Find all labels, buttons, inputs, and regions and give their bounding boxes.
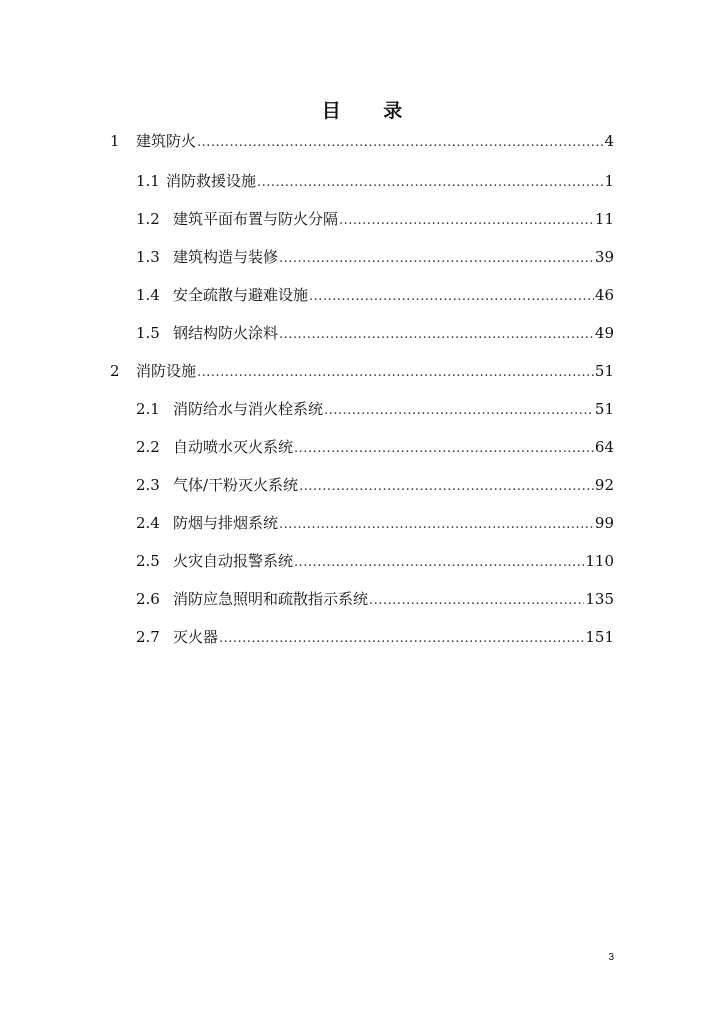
toc-entry-label: 气体/干粉灭火系统 [173, 476, 299, 494]
toc-entry-1-3[interactable] [136, 246, 614, 270]
toc-entry-label: 建筑平面布置与防火分隔 [173, 210, 339, 228]
toc-entry-1-1[interactable] [136, 170, 614, 194]
toc-entry-label: 自动喷水灭火系统 [173, 438, 294, 456]
toc-entry-page: 4 [604, 132, 614, 150]
toc-entry-2-5[interactable] [136, 550, 614, 574]
toc-entry-page: 110 [585, 552, 614, 570]
toc-entry-label: 火灾自动报警系统 [173, 552, 294, 570]
toc-entry-number: 1.1 [136, 172, 160, 190]
toc-entry-page: 46 [594, 286, 614, 304]
toc-entry-label: 消防设施 [136, 362, 197, 380]
toc-entry-number: 2.3 [136, 476, 160, 494]
dot-leader [294, 555, 584, 570]
toc-entry-page: 135 [585, 590, 614, 608]
toc-entry-2-4[interactable] [136, 512, 614, 536]
toc-entry-number: 1.5 [136, 324, 160, 342]
toc-entry-1-5[interactable] [136, 322, 614, 346]
toc-entry-page: 1 [604, 172, 614, 190]
dot-leader [257, 175, 603, 190]
toc-entry-2-1[interactable] [136, 398, 614, 422]
dot-leader [197, 365, 594, 380]
toc-entry-number: 2 [110, 362, 120, 380]
dot-leader [309, 289, 594, 304]
page-number: 3 [608, 952, 614, 963]
toc-entry-number: 2.5 [136, 552, 160, 570]
toc-entry-1-2[interactable] [136, 208, 614, 232]
dot-leader [279, 327, 594, 342]
toc-entry-number: 1 [110, 132, 120, 150]
toc-entry-number: 2.1 [136, 400, 160, 418]
toc-entry-page: 92 [594, 476, 614, 494]
toc-entry-label: 建筑防火 [136, 132, 197, 150]
toc-entry-2-2[interactable] [136, 436, 614, 460]
toc-entry-label: 建筑构造与装修 [173, 248, 279, 266]
toc-entry-2-7[interactable] [136, 626, 614, 650]
toc-entry-number: 1.2 [136, 210, 160, 228]
dot-leader [219, 631, 584, 646]
toc-entry-label: 消防救援设施 [166, 172, 257, 190]
toc-entry-number: 2.6 [136, 590, 160, 608]
toc-entry-label: 钢结构防火涂料 [173, 324, 279, 342]
dot-leader [324, 403, 594, 418]
dot-leader [369, 593, 584, 608]
dot-leader [197, 135, 603, 150]
toc-entry-number: 1.4 [136, 286, 160, 304]
toc-entry-page: 51 [594, 362, 614, 380]
page-title: 目 录 [321, 100, 421, 122]
toc-entry-page: 51 [594, 400, 614, 418]
toc-entry-page: 11 [594, 210, 614, 228]
toc-entry-label: 消防应急照明和疏散指示系统 [173, 590, 369, 608]
toc-entry-2[interactable] [110, 360, 614, 384]
toc-entry-1[interactable] [110, 130, 614, 154]
toc-entry-label: 防烟与排烟系统 [173, 514, 279, 532]
toc-entry-number: 2.7 [136, 628, 160, 646]
toc-entry-1-4[interactable] [136, 284, 614, 308]
dot-leader [279, 251, 594, 266]
toc-entry-label: 灭火器 [173, 628, 219, 646]
toc-entry-label: 消防给水与消火栓系统 [173, 400, 324, 418]
toc-entry-number: 1.3 [136, 248, 160, 266]
toc-entry-2-6[interactable] [136, 588, 614, 612]
toc-entry-page: 49 [594, 324, 614, 342]
toc-entry-number: 2.4 [136, 514, 160, 532]
dot-leader [294, 441, 594, 456]
toc-entry-page: 64 [594, 438, 614, 456]
dot-leader [279, 517, 594, 532]
toc-entry-label: 安全疏散与避难设施 [173, 286, 309, 304]
toc-entry-page: 39 [594, 248, 614, 266]
toc-entry-2-3[interactable] [136, 474, 614, 498]
toc-entry-page: 151 [585, 628, 614, 646]
dot-leader [299, 479, 594, 494]
dot-leader [339, 213, 594, 228]
toc-entry-number: 2.2 [136, 438, 160, 456]
toc-entry-page: 99 [594, 514, 614, 532]
